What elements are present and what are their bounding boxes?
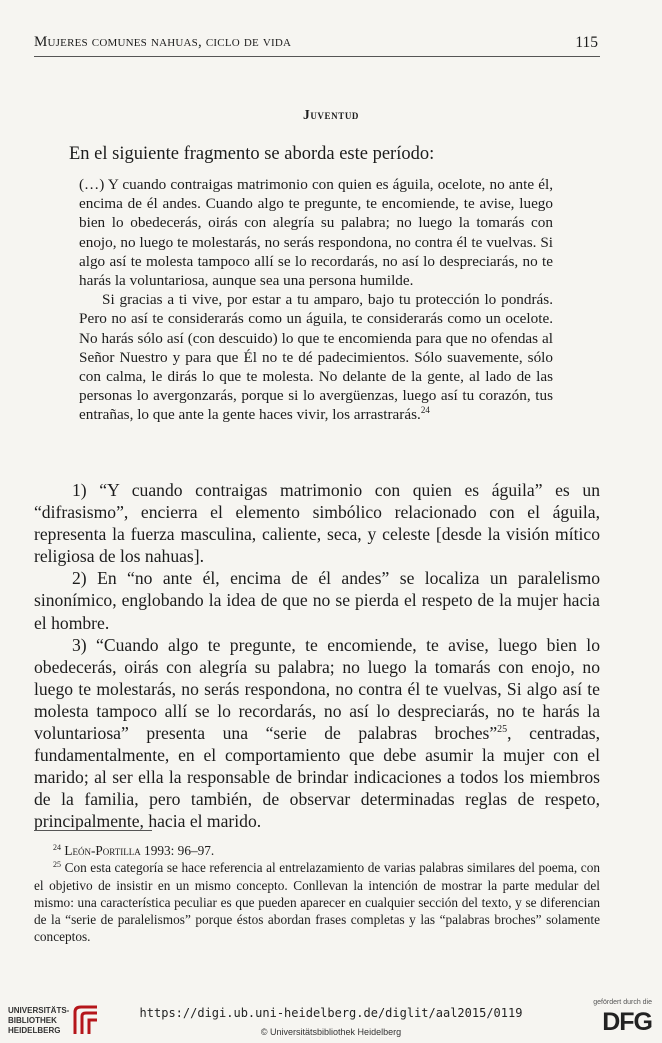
footnote-25	[34, 859, 600, 945]
sponsor-label: gefördert durch die	[593, 999, 652, 1006]
footnote-25-number: 25	[53, 860, 61, 870]
permalink[interactable]: https://digi.ub.uni-heidelberg.de/diglit/aal2015/0119	[139, 1006, 523, 1020]
running-header	[34, 34, 600, 57]
dfg-sponsor[interactable]	[582, 996, 652, 1040]
footnote-24-reference: 1993: 96–97.	[140, 843, 215, 858]
footnote-24	[34, 842, 600, 859]
footnotes	[34, 842, 600, 946]
footnote-ref-25[interactable]: 25	[497, 724, 508, 736]
footnote-ref-24[interactable]: 24	[420, 405, 430, 416]
body-paragraph-3-part-a: 3) “Cuando algo te pregunte, te encomiende, te avise, luego bien lo obedecerás, oirás con alegría su palabra; no luego la tomarás con enojo, no luego te molestarás, no serás respondona, no contra él te vuelvas, Si algo así te molesta tampoco allí se lo recordarás, no así lo despreciarás, no te harás la voluntariosa” presenta una “serie de palabras broches”	[34, 634, 600, 744]
body-paragraph-3-part-b: , centradas, fundamentalmente, en el comportamiento que debe asumir la mujer con el marido; al ser ella la responsable de brindar indicaciones a todos los miembros de la familia, pero también, de observar determinadas reglas de respeto, principalmente, hacia el marido.	[34, 723, 600, 832]
footnote-24-author: León-Portilla	[64, 843, 141, 858]
quote-paragraph-2-text: Si gracias a ti vive, por estar a tu amparo, bajo tu protección lo pondrás. Pero no así te considerarás como un águila, te considerarás como un ocelote. No harás sólo así (con descuido) lo que te encomienda para que no ofendas al Señor Nuestro y para que Él no te dé padecimientos. Sólo suavemente, sólo con calma, le dirás lo que te molesta. No delante de la gente, al lado de las personas lo avergonzarás, porque si lo avergüenzas, luego así tu corazón, tus entrañas, lo que ante la gente haces vivir, los arrastrarás.	[79, 291, 553, 424]
quote-paragraph-2	[79, 290, 553, 424]
digitization-footer	[0, 996, 662, 1043]
library-name: UNIVERSITÄTS- BIBLIOTHEK HEIDELBERG	[8, 1006, 70, 1035]
running-title: Mujeres comunes nahuas, ciclo de vida	[34, 34, 292, 50]
body-text	[34, 479, 600, 833]
page-number: 115	[575, 34, 598, 51]
footnote-24-number: 24	[53, 843, 61, 852]
block-quote	[79, 175, 553, 425]
footnote-25-text: Con esta categoría se hace referencia al entrelazamiento de varias palabras similares del poema, con el objetivo de insistir en un mismo concepto. Conllevan la intención de mostrar la parte medular del mismo: una característica peculiar es que pueden aparecer en cualquier sección del texto, y se diferencian de la “serie de paralelismos” porque éstos abordan frases completas y las “palabras broches” solamente conceptos.	[34, 860, 600, 945]
dfg-logo: DFG	[602, 1008, 652, 1036]
body-paragraph-1: 1) “Y cuando contraigas matrimonio con quien es águila” es un “difrasismo”, encierra el elemento simbólico relacionado con el águila, representa la fuerza masculina, caliente, seca, y celeste [desde la visión mítico religiosa de los nahuas].	[34, 480, 600, 567]
section-heading: Juventud	[302, 107, 360, 122]
footnote-divider	[34, 830, 152, 831]
body-paragraph-3	[34, 634, 600, 833]
copyright-notice: © Universitätsbibliothek Heidelberg	[260, 1027, 402, 1037]
body-paragraph-2: 2) En “no ante él, encima de él andes” se localiza un paralelismo sinonímico, englobando la idea de que no se pierda el respeto de la mujer hacia el hombre.	[34, 568, 600, 633]
quote-paragraph-1: (…) Y cuando contraigas matrimonio con quien es águila, ocelote, no ante él, encima de él andes. Cuando algo te pregunte, te encomiende, te avise, luego bien lo obedecerás, oirás con alegría su palabra; no luego la tomarás con enojo, no luego te molestarás, no serás respondona, no contra él te vuelvas. Si algo así te molesta tampoco allí se lo recordarás, no así lo despreciarás, no te harás la voluntariosa, aunque sea una persona humilde.	[79, 176, 553, 290]
intro-sentence: En el siguiente fragmento se aborda este período:	[69, 144, 435, 164]
